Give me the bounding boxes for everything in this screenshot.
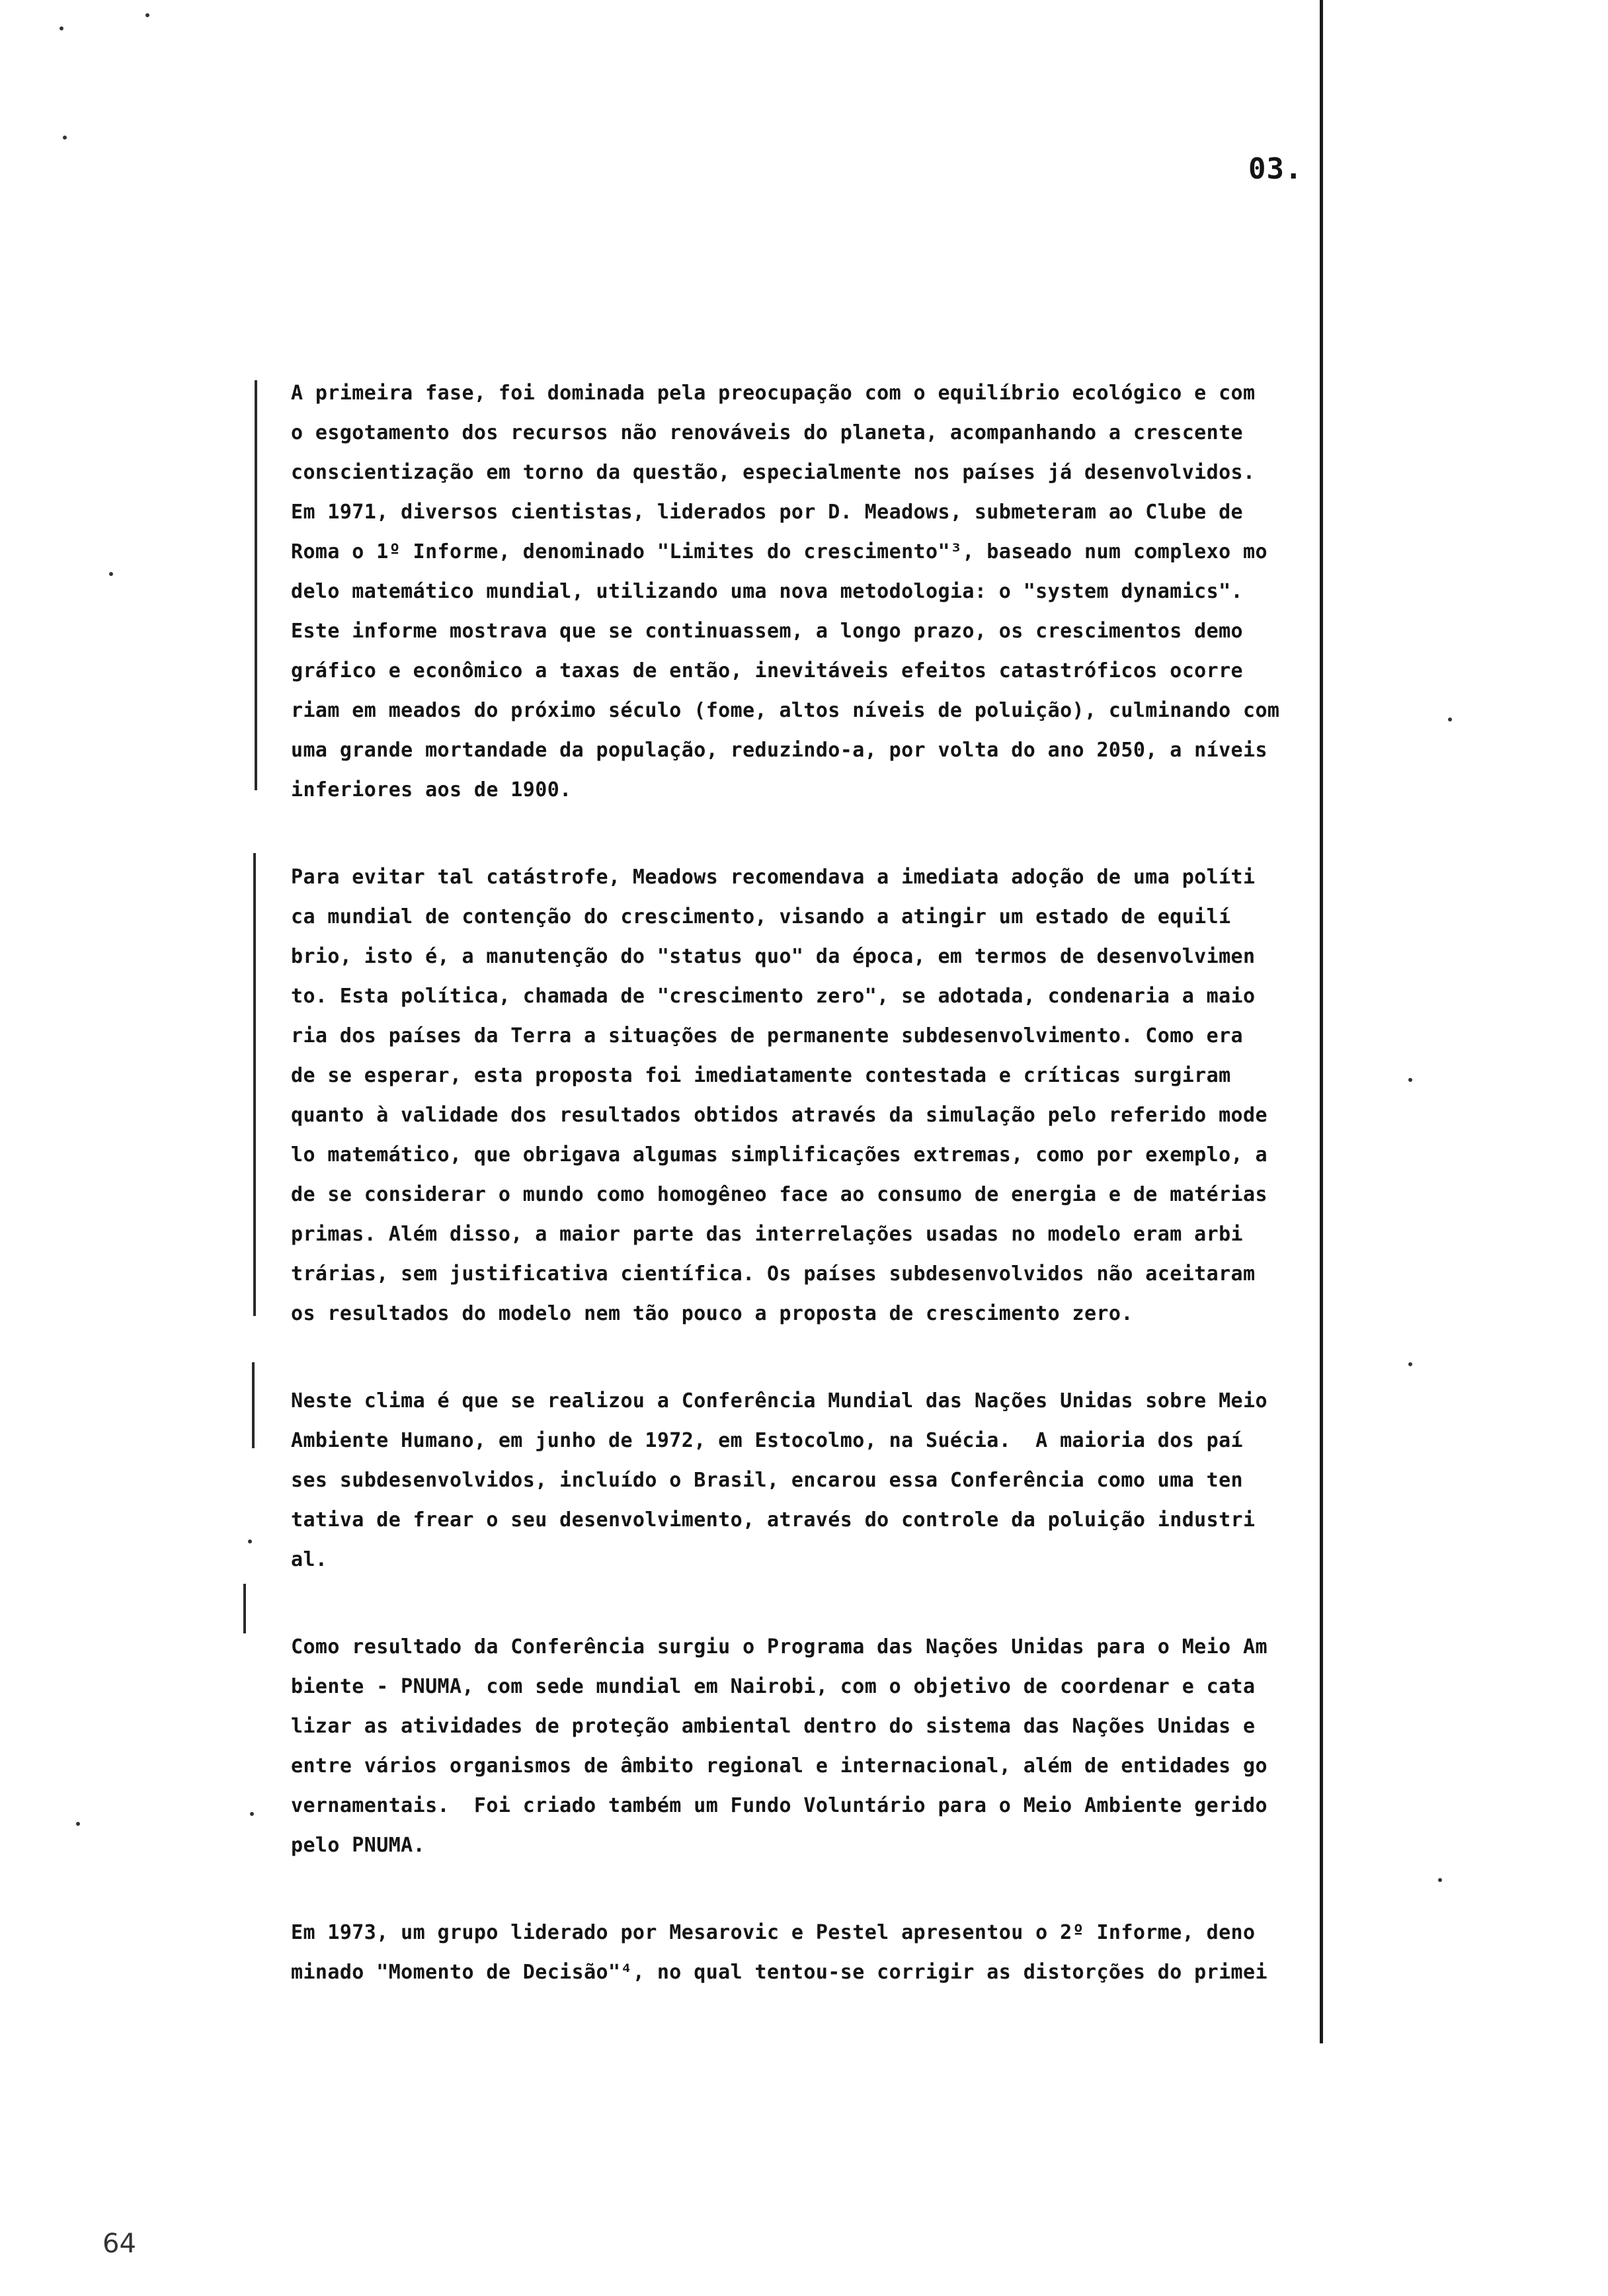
text-line: lizar as atividades de proteção ambiental dentro do sistema das Nações Unidas e	[291, 1715, 1256, 1738]
text-line: ca mundial de contenção do crescimento, visando a atingir um estado de equilí	[291, 905, 1231, 928]
text-line: trárias, sem justificativa científica. Os países subdesenvolvidos não aceitaram	[291, 1262, 1256, 1286]
text-line: quanto à validade dos resultados obtidos através da simulação pelo referido mode	[291, 1104, 1267, 1127]
text-line: os resultados do modelo nem tão pouco a proposta de crescimento zero.	[291, 1302, 1133, 1325]
text-line: de se esperar, esta proposta foi imediatamente contestada e críticas surgiram	[291, 1064, 1231, 1087]
text-line: Ambiente Humano, em junho de 1972, em Estocolmo, na Suécia. A maioria dos paí	[291, 1429, 1243, 1452]
text-line: delo matemático mundial, utilizando uma nova metodologia: o "system dynamics".	[291, 580, 1243, 603]
scan-speck	[76, 1822, 80, 1826]
paragraph-5	[291, 1913, 1382, 1992]
text-line: Como resultado da Conferência surgiu o Programa das Nações Unidas para o Meio Am	[291, 1635, 1267, 1659]
left-margin-bar	[253, 853, 256, 1316]
left-margin-bar	[243, 1584, 246, 1633]
text-line: Este informe mostrava que se continuassem, a longo prazo, os crescimentos demo	[291, 620, 1243, 643]
text-line: ses subdesenvolvidos, incluído o Brasil, encarou essa Conferência como uma ten	[291, 1469, 1243, 1492]
text-line: to. Esta política, chamada de "crescimento zero", se adotada, condenaria a maio	[291, 985, 1256, 1008]
text-line: Neste clima é que se realizou a Conferência Mundial das Nações Unidas sobre Meio	[291, 1389, 1267, 1413]
text-line: A primeira fase, foi dominada pela preocupação com o equilíbrio ecológico e com	[291, 382, 1256, 405]
page-number: 03.	[1248, 152, 1303, 186]
scan-speck	[250, 1812, 254, 1816]
text-line: o esgotamento dos recursos não renováveis do planeta, acompanhando a crescente	[291, 421, 1243, 444]
paragraph-1	[291, 374, 1382, 810]
scan-speck	[60, 26, 63, 30]
text-line: vernamentais. Foi criado também um Fundo Voluntário para o Meio Ambiente gerido	[291, 1794, 1267, 1817]
text-line: de se considerar o mundo como homogêneo face ao consumo de energia e de matérias	[291, 1183, 1267, 1206]
text-line: entre vários organismos de âmbito regional e internacional, além de entidades go	[291, 1754, 1267, 1778]
text-line: biente - PNUMA, com sede mundial em Nairobi, com o objetivo de coordenar e cata	[291, 1675, 1256, 1698]
scan-speck	[1448, 718, 1452, 721]
scan-speck	[63, 136, 67, 140]
paragraph-4	[291, 1627, 1382, 1866]
text-line: primas. Além disso, a maior parte das interrelações usadas no modelo eram arbi	[291, 1223, 1243, 1246]
text-line: riam em meados do próximo século (fome, altos níveis de poluição), culminando com	[291, 699, 1280, 722]
scan-speck	[1408, 1078, 1412, 1082]
scan-speck	[248, 1539, 252, 1543]
text-line: Em 1971, diversos cientistas, liderados por D. Meadows, submeteram ao Clube de	[291, 501, 1243, 524]
body-text	[291, 374, 1382, 2040]
text-line: gráfico e econômico a taxas de então, inevitáveis efeitos catastróficos ocorre	[291, 659, 1243, 682]
text-line: lo matemático, que obrigava algumas simplificações extremas, como por exemplo, a	[291, 1143, 1267, 1167]
text-line: conscientização em torno da questão, especialmente nos países já desenvolvidos.	[291, 461, 1256, 484]
paragraph-3	[291, 1381, 1382, 1580]
scan-speck	[1408, 1362, 1412, 1366]
text-line: tativa de frear o seu desenvolvimento, através do controle da poluição industri	[291, 1508, 1256, 1532]
left-margin-bar	[255, 380, 257, 790]
text-line: Em 1973, um grupo liderado por Mesarovic e Pestel apresentou o 2º Informe, deno	[291, 1921, 1256, 1944]
text-line: minado "Momento de Decisão"⁴, no qual tentou-se corrigir as distorções do primei	[291, 1961, 1267, 1984]
text-line: Roma o 1º Informe, denominado "Limites do crescimento"³, baseado num complexo mo	[291, 540, 1267, 563]
text-line: inferiores aos de 1900.	[291, 778, 572, 801]
paragraph-2	[291, 858, 1382, 1334]
text-line: brio, isto é, a manutenção do "status quo" da época, em termos de desenvolvimen	[291, 945, 1256, 968]
text-line: al.	[291, 1548, 328, 1571]
scan-speck	[109, 572, 113, 576]
left-margin-bar	[252, 1362, 255, 1448]
text-line: uma grande mortandade da população, reduzindo-a, por volta do ano 2050, a níveis	[291, 739, 1267, 762]
text-line: Para evitar tal catástrofe, Meadows recomendava a imediata adoção de uma políti	[291, 866, 1256, 889]
folio-number: 64	[102, 2229, 136, 2259]
scan-speck	[145, 13, 149, 17]
text-line: ria dos países da Terra a situações de permanente subdesenvolvimento. Como era	[291, 1024, 1243, 1047]
scan-speck	[1438, 1878, 1442, 1882]
text-line: pelo PNUMA.	[291, 1834, 426, 1857]
